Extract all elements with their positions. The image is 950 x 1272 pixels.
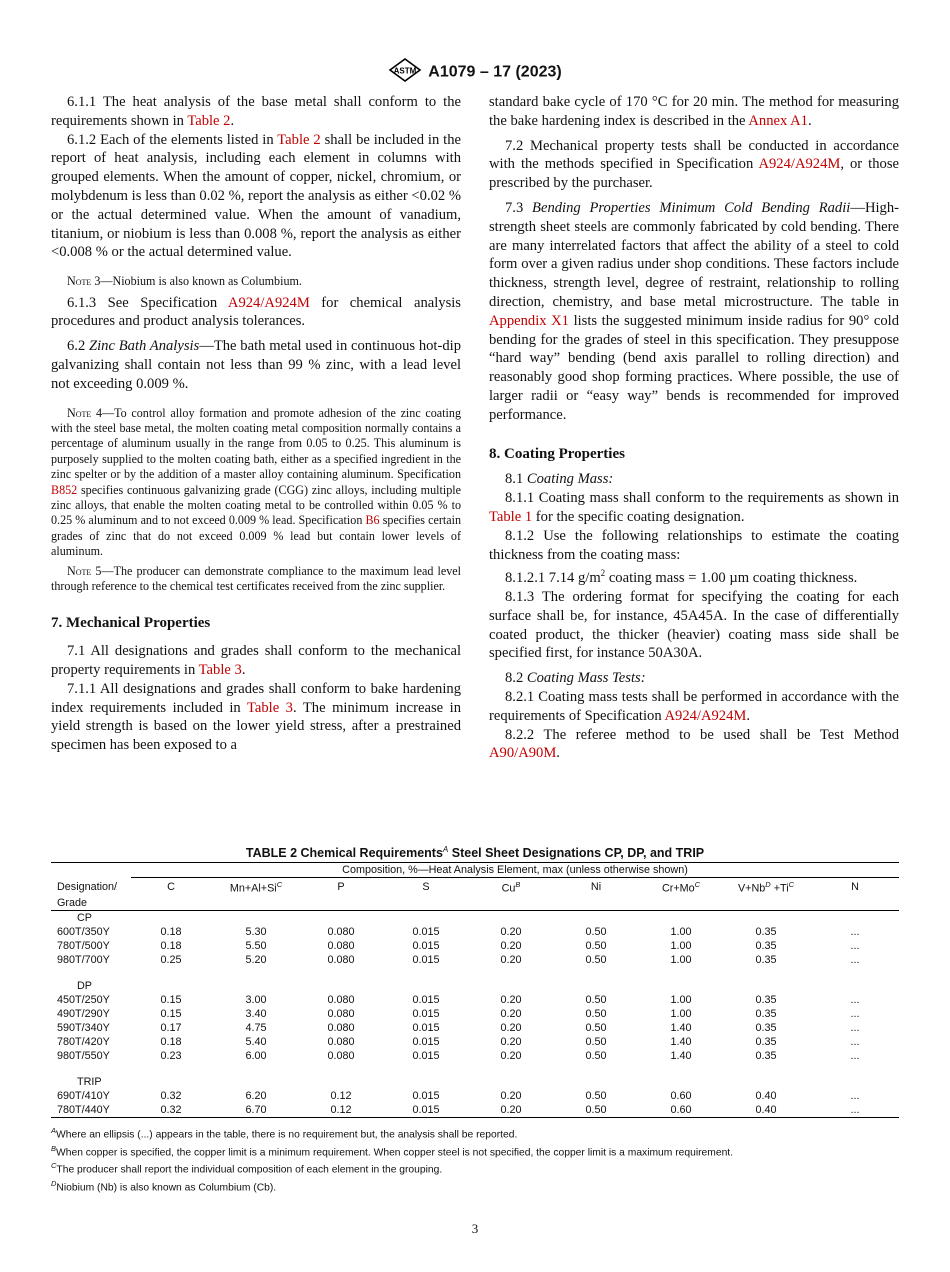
group-label: CP bbox=[77, 911, 92, 924]
value-cell: 0.35 bbox=[755, 925, 777, 938]
footnote: $^C$The producer shall report the individual composition of each element in the grouping. bbox=[51, 1161, 443, 1176]
section-8-heading: 8. Coating Properties bbox=[489, 445, 625, 462]
para-6-1-1: 6.1.1 The heat analysis of the base metal shall conform to the requirements shown in Table 2. bbox=[51, 94, 461, 129]
value-cell: ... bbox=[850, 925, 860, 938]
value-cell: 0.50 bbox=[585, 1049, 607, 1062]
table-row bbox=[51, 925, 899, 939]
value-cell: 0.18 bbox=[160, 939, 182, 952]
value-cell: 1.40 bbox=[670, 1035, 692, 1048]
value-cell: 0.080 bbox=[327, 1035, 355, 1048]
value-cell: ... bbox=[850, 993, 860, 1006]
appendix-x1-link[interactable]: Appendix X1 bbox=[489, 312, 569, 329]
footnote: $^B$When copper is specified, the copper limit is a minimum requirement. When copper steel is not specified, the copper limit is a maximum requirement. bbox=[51, 1143, 734, 1159]
value-cell: 0.50 bbox=[585, 993, 607, 1006]
value-cell: ... bbox=[850, 1049, 860, 1062]
para-7-3: 7.3 Bending Properties Minimum Cold Bending Radii—High-strength sheet steels are commonly fabricated by cold bending. There are many interrelated factors that affect the ability of a steel to cold form over a given radius under shop conditions. These factors include thickness, strength level, degree of restraint, relationship to rolling direction, chemistry, and base metal microstructure. The table in Appendix X1 lists the suggested minimum inside radius for 90° cold bending for the grades of steel in this specification. They presuppose “hard way” bending (bend axis parallel to rolling direction) and reasonably good shop forming practices. Where possible, the use of larger radii or “easy way” bends is recommended for improved performance. bbox=[489, 199, 899, 423]
value-cell: 1.00 bbox=[670, 953, 692, 966]
value-cell: 0.20 bbox=[500, 1021, 522, 1034]
value-cell: 5.40 bbox=[245, 1035, 267, 1048]
value-cell: 3.00 bbox=[245, 993, 267, 1006]
value-cell: 0.080 bbox=[327, 993, 355, 1006]
value-cell: ... bbox=[850, 953, 860, 966]
value-cell: 3.40 bbox=[245, 1007, 267, 1020]
value-cell: 0.50 bbox=[585, 953, 607, 966]
col-header-mn-al-si: $Mn+Al+Si^C$ bbox=[229, 880, 283, 895]
value-cell: 5.30 bbox=[245, 925, 267, 938]
value-cell: 0.40 bbox=[755, 1089, 777, 1102]
value-cell: 0.015 bbox=[412, 1035, 440, 1048]
para-6-2: 6.2 Zinc Bath Analysis—The bath metal used in continuous hot-dip galvanizing shall contain not less than 99 % zinc, with a lead level not exceeding 0.009 %. bbox=[51, 338, 461, 392]
value-cell: 0.18 bbox=[160, 1035, 182, 1048]
value-cell: 0.35 bbox=[755, 1021, 777, 1034]
para-8-1-1: 8.1.1 Coating mass shall conform to the requirements as shown in Table 1 for the specific coating designation. bbox=[489, 490, 899, 525]
para-6-1-2: 6.1.2 Each of the elements listed in Table 2 shall be included in the report of heat analysis, including each element in columns with grouped elements. When the amount of copper, nickel, chromium, or molybdenum is less than 0.02 %, report the analysis as either <0.02 % or the actual determined value. When the amount of vanadium, titanium, or niobium is less than 0.008 %, report the analysis as either <0.008 % or the actual determined value. bbox=[51, 131, 461, 261]
value-cell: 0.20 bbox=[500, 953, 522, 966]
value-cell: ... bbox=[850, 1089, 860, 1102]
value-cell: 0.50 bbox=[585, 1021, 607, 1034]
value-cell: ... bbox=[850, 939, 860, 952]
value-cell: 0.080 bbox=[327, 1021, 355, 1034]
value-cell: 0.35 bbox=[755, 993, 777, 1006]
value-cell: 0.080 bbox=[327, 939, 355, 952]
value-cell: 0.015 bbox=[412, 939, 440, 952]
col-header-p: P bbox=[337, 880, 345, 893]
value-cell: 0.015 bbox=[412, 953, 440, 966]
a924-link[interactable]: A924/A924M bbox=[758, 156, 841, 173]
value-cell: 1.40 bbox=[670, 1049, 692, 1062]
value-cell: 0.015 bbox=[381, 1103, 471, 1118]
footnote: $^A$Where an ellipsis (...) appears in the table, there is no requirement but, the analysis shall be reported. bbox=[51, 1126, 518, 1141]
value-cell: 1.00 bbox=[670, 993, 692, 1006]
para-7-1-1-continued: standard bake cycle of 170 °C for 20 min. The method for measuring the bake hardening index is described in the Annex A1. bbox=[489, 94, 899, 129]
value-cell: ... bbox=[850, 1007, 860, 1020]
footnote: $^D$Niobium (Nb) is also known as Columbium (Cb). bbox=[51, 1179, 277, 1194]
right-column bbox=[489, 93, 899, 763]
group-label-row bbox=[51, 979, 899, 993]
group-label-row bbox=[51, 1075, 899, 1089]
value-cell: 0.60 bbox=[641, 1103, 721, 1118]
col-header-grade: Grade bbox=[51, 896, 131, 911]
value-cell: 0.20 bbox=[500, 1049, 522, 1062]
value-cell: 1.00 bbox=[670, 925, 692, 938]
table-3-link[interactable]: Table 3 bbox=[198, 662, 242, 679]
group-spacer bbox=[51, 1063, 899, 1075]
b6-link[interactable]: B6 bbox=[365, 513, 380, 528]
value-cell: 0.50 bbox=[585, 925, 607, 938]
col-header-ni: Ni bbox=[590, 880, 602, 893]
table-3-link[interactable]: Table 3 bbox=[246, 699, 293, 716]
value-cell: 1.00 bbox=[670, 1007, 692, 1020]
value-cell: 0.015 bbox=[412, 1007, 440, 1020]
value-cell: 0.35 bbox=[755, 953, 777, 966]
value-cell: 6.20 bbox=[245, 1089, 267, 1102]
value-cell: 0.015 bbox=[412, 993, 440, 1006]
table-2-link[interactable]: Table 2 bbox=[277, 131, 321, 148]
value-cell: 0.080 bbox=[327, 953, 355, 966]
table-row bbox=[51, 1007, 899, 1021]
value-cell: 0.40 bbox=[721, 1103, 811, 1118]
value-cell: 0.50 bbox=[585, 1035, 607, 1048]
value-cell: 0.20 bbox=[500, 925, 522, 938]
left-column bbox=[51, 93, 461, 755]
value-cell: ... bbox=[850, 1035, 860, 1048]
a90-link[interactable]: A90/A90M bbox=[489, 745, 557, 762]
value-cell: 0.20 bbox=[500, 1035, 522, 1048]
table-row bbox=[51, 953, 899, 967]
para-8-1-2: 8.1.2 Use the following relationships to estimate the coating thickness from the coating mass: bbox=[489, 527, 899, 563]
value-cell: 0.50 bbox=[551, 1103, 641, 1118]
a924-link[interactable]: A924/A924M bbox=[227, 294, 310, 311]
value-cell: 0.35 bbox=[755, 939, 777, 952]
value-cell: 0.50 bbox=[585, 1089, 607, 1102]
value-cell: ... bbox=[811, 1103, 899, 1118]
table-row bbox=[51, 1049, 899, 1063]
chemical-requirements-table bbox=[51, 862, 899, 1118]
value-cell: 0.32 bbox=[131, 1103, 211, 1118]
astm-logo-icon bbox=[388, 58, 422, 87]
grade-cell: 980T/550Y bbox=[57, 1049, 110, 1062]
value-cell: 0.25 bbox=[160, 953, 182, 966]
b852-link[interactable]: B852 bbox=[51, 482, 78, 497]
value-cell: 1.40 bbox=[670, 1021, 692, 1034]
col-header-designation: Designation/ bbox=[57, 880, 118, 893]
value-cell: 0.50 bbox=[585, 939, 607, 952]
table-row bbox=[51, 939, 899, 953]
annex-a1-link[interactable]: Annex A1 bbox=[748, 112, 808, 129]
value-cell: 0.18 bbox=[160, 925, 182, 938]
a924-link[interactable]: A924/A924M bbox=[664, 707, 747, 724]
value-cell: 0.20 bbox=[500, 993, 522, 1006]
grade-cell: 490T/290Y bbox=[57, 1007, 110, 1020]
value-cell: ... bbox=[850, 1021, 860, 1034]
para-8-1-2-1: 8.1.2.1 7.14 $g/m^2$ coating mass = 1.00 µm coating thickness. bbox=[505, 568, 858, 587]
value-cell: 0.015 bbox=[412, 1089, 440, 1102]
grade-cell: 600T/350Y bbox=[57, 925, 110, 938]
value-cell: 1.00 bbox=[670, 939, 692, 952]
para-8-1-3: 8.1.3 The ordering format for specifying the coating for each surface shall be, for instance, 45A45A. In the case of differentially coated product, the thicker (heavier) coating mass side shall be specified first, for instance 50A30A. bbox=[489, 588, 899, 662]
table-row bbox=[51, 1021, 899, 1035]
table-2-link[interactable]: Table 2 bbox=[187, 112, 231, 129]
page-header bbox=[0, 58, 950, 87]
table-1-link[interactable]: Table 1 bbox=[489, 508, 533, 525]
value-cell: 5.50 bbox=[245, 939, 267, 952]
grade-cell: 980T/700Y bbox=[57, 953, 110, 966]
value-cell: 0.080 bbox=[327, 1049, 355, 1062]
value-cell: 0.015 bbox=[412, 925, 440, 938]
para-8-1: 8.1 Coating Mass: bbox=[505, 471, 614, 488]
grade-cell: 690T/410Y bbox=[57, 1089, 110, 1102]
grade-cell: 780T/420Y bbox=[57, 1035, 110, 1048]
group-label: TRIP bbox=[77, 1075, 102, 1088]
group-spacer bbox=[51, 967, 899, 979]
value-cell: 0.20 bbox=[471, 1103, 551, 1118]
grade-cell: 780T/440Y bbox=[51, 1103, 131, 1118]
note-4: Note 4—To control alloy formation and promote adhesion of the zinc coating with the steel base metal, the molten coating metal composition normally contains a percentage of aluminum usually in the range from 0.05 to 0.25. This aluminum is purposely supplied to the molten coating bath, either as a specified ingredient in the zinc spelter or by the addition of a master alloy containing aluminum. Specification B852 specifies continuous galvanizing grade (CGG) zinc alloys, including multiple zinc alloys, that enable the molten coating metal to be controlled within 0.05 % to 0.25 % aluminum and to not exceed 0.009 % lead. Specification B6 specifies certain grades of zinc that do not exceed 0.009 % lead but contain lower levels of aluminum. bbox=[51, 405, 461, 559]
grade-cell: 780T/500Y bbox=[57, 939, 110, 952]
table-header-row bbox=[51, 878, 899, 896]
section-7-heading: 7. Mechanical Properties bbox=[51, 615, 211, 632]
table-row bbox=[51, 1089, 899, 1103]
value-cell: 0.015 bbox=[412, 1049, 440, 1062]
value-cell: 0.20 bbox=[500, 1007, 522, 1020]
para-7-2: 7.2 Mechanical property tests shall be conducted in accordance with the methods specified in Specification A924/A924M, or those prescribed by the purchaser. bbox=[489, 137, 899, 192]
para-6-1-3: 6.1.3 See Specification A924/A924M for chemical analysis procedures and product analysis tolerances. bbox=[51, 294, 461, 330]
note-3: Note 3—Niobium is also known as Columbium. bbox=[67, 274, 302, 289]
value-cell: 4.75 bbox=[245, 1021, 267, 1034]
grade-cell: 590T/340Y bbox=[57, 1021, 110, 1034]
value-cell: 0.12 bbox=[330, 1089, 352, 1102]
para-7-1: 7.1 All designations and grades shall conform to the mechanical property requirements in Table 3. bbox=[51, 643, 461, 679]
col-header-c: C bbox=[167, 880, 175, 893]
table-spanner-header: Composition, %—Heat Analysis Element, max (unless otherwise shown) bbox=[131, 863, 899, 878]
value-cell: 0.015 bbox=[412, 1021, 440, 1034]
value-cell: 0.12 bbox=[301, 1103, 381, 1118]
col-header-v-nb-ti: $V+Nb^D +Ti^C$ bbox=[737, 880, 795, 895]
note-5: Note 5—The producer can demonstrate compliance to the maximum lead level through reference to the chemical test certificates received from the zinc supplier. bbox=[51, 563, 461, 594]
table-row bbox=[51, 1103, 899, 1118]
para-7-1-1: 7.1.1 All designations and grades shall conform to bake hardening index requirements included in Table 3. The minimum increase in yield strength is based on the lower yield stress, after a prestrained specimen has been exposed to a bbox=[51, 680, 461, 754]
para-8-2-1: 8.2.1 Coating mass tests shall be performed in accordance with the requirements of Specification A924/A924M. bbox=[489, 688, 899, 724]
table-row bbox=[51, 993, 899, 1007]
col-header-n: N bbox=[851, 880, 859, 893]
value-cell: 0.080 bbox=[327, 1007, 355, 1020]
value-cell: 5.20 bbox=[245, 953, 267, 966]
value-cell: 0.32 bbox=[160, 1089, 182, 1102]
value-cell: 0.60 bbox=[670, 1089, 692, 1102]
value-cell: 0.20 bbox=[500, 939, 522, 952]
col-header-s: S bbox=[422, 880, 430, 893]
grade-cell: 450T/250Y bbox=[57, 993, 110, 1006]
svg-text:ASTM: ASTM bbox=[393, 66, 417, 76]
table-footnotes bbox=[51, 1124, 899, 1195]
value-cell: 0.15 bbox=[160, 993, 182, 1006]
page-number: 3 bbox=[471, 1221, 479, 1236]
group-label: DP bbox=[77, 979, 92, 992]
value-cell: 0.35 bbox=[755, 1049, 777, 1062]
table-row bbox=[51, 1035, 899, 1049]
value-cell: 6.00 bbox=[245, 1049, 267, 1062]
document-designation: A1079 – 17 (2023) bbox=[428, 63, 562, 81]
value-cell: 0.35 bbox=[755, 1035, 777, 1048]
group-label-row bbox=[51, 910, 899, 925]
value-cell: 0.20 bbox=[500, 1089, 522, 1102]
col-header-cr-mo: $Cr+Mo^C$ bbox=[661, 880, 701, 895]
table-2-title: TABLE 2 Chemical Requirements$^A$ Steel Sheet Designations CP, DP, and TRIP bbox=[245, 845, 705, 861]
value-cell: 6.70 bbox=[211, 1103, 301, 1118]
col-header-cu: $Cu^B$ bbox=[501, 880, 521, 895]
para-8-2-2: 8.2.2 The referee method to be used shall be Test Method A90/A90M. bbox=[489, 726, 899, 762]
para-8-2: 8.2 Coating Mass Tests: bbox=[505, 670, 646, 687]
value-cell: 0.17 bbox=[160, 1021, 182, 1034]
value-cell: 0.23 bbox=[160, 1049, 182, 1062]
value-cell: 0.50 bbox=[585, 1007, 607, 1020]
value-cell: 0.15 bbox=[160, 1007, 182, 1020]
value-cell: 0.35 bbox=[755, 1007, 777, 1020]
value-cell: 0.080 bbox=[327, 925, 355, 938]
